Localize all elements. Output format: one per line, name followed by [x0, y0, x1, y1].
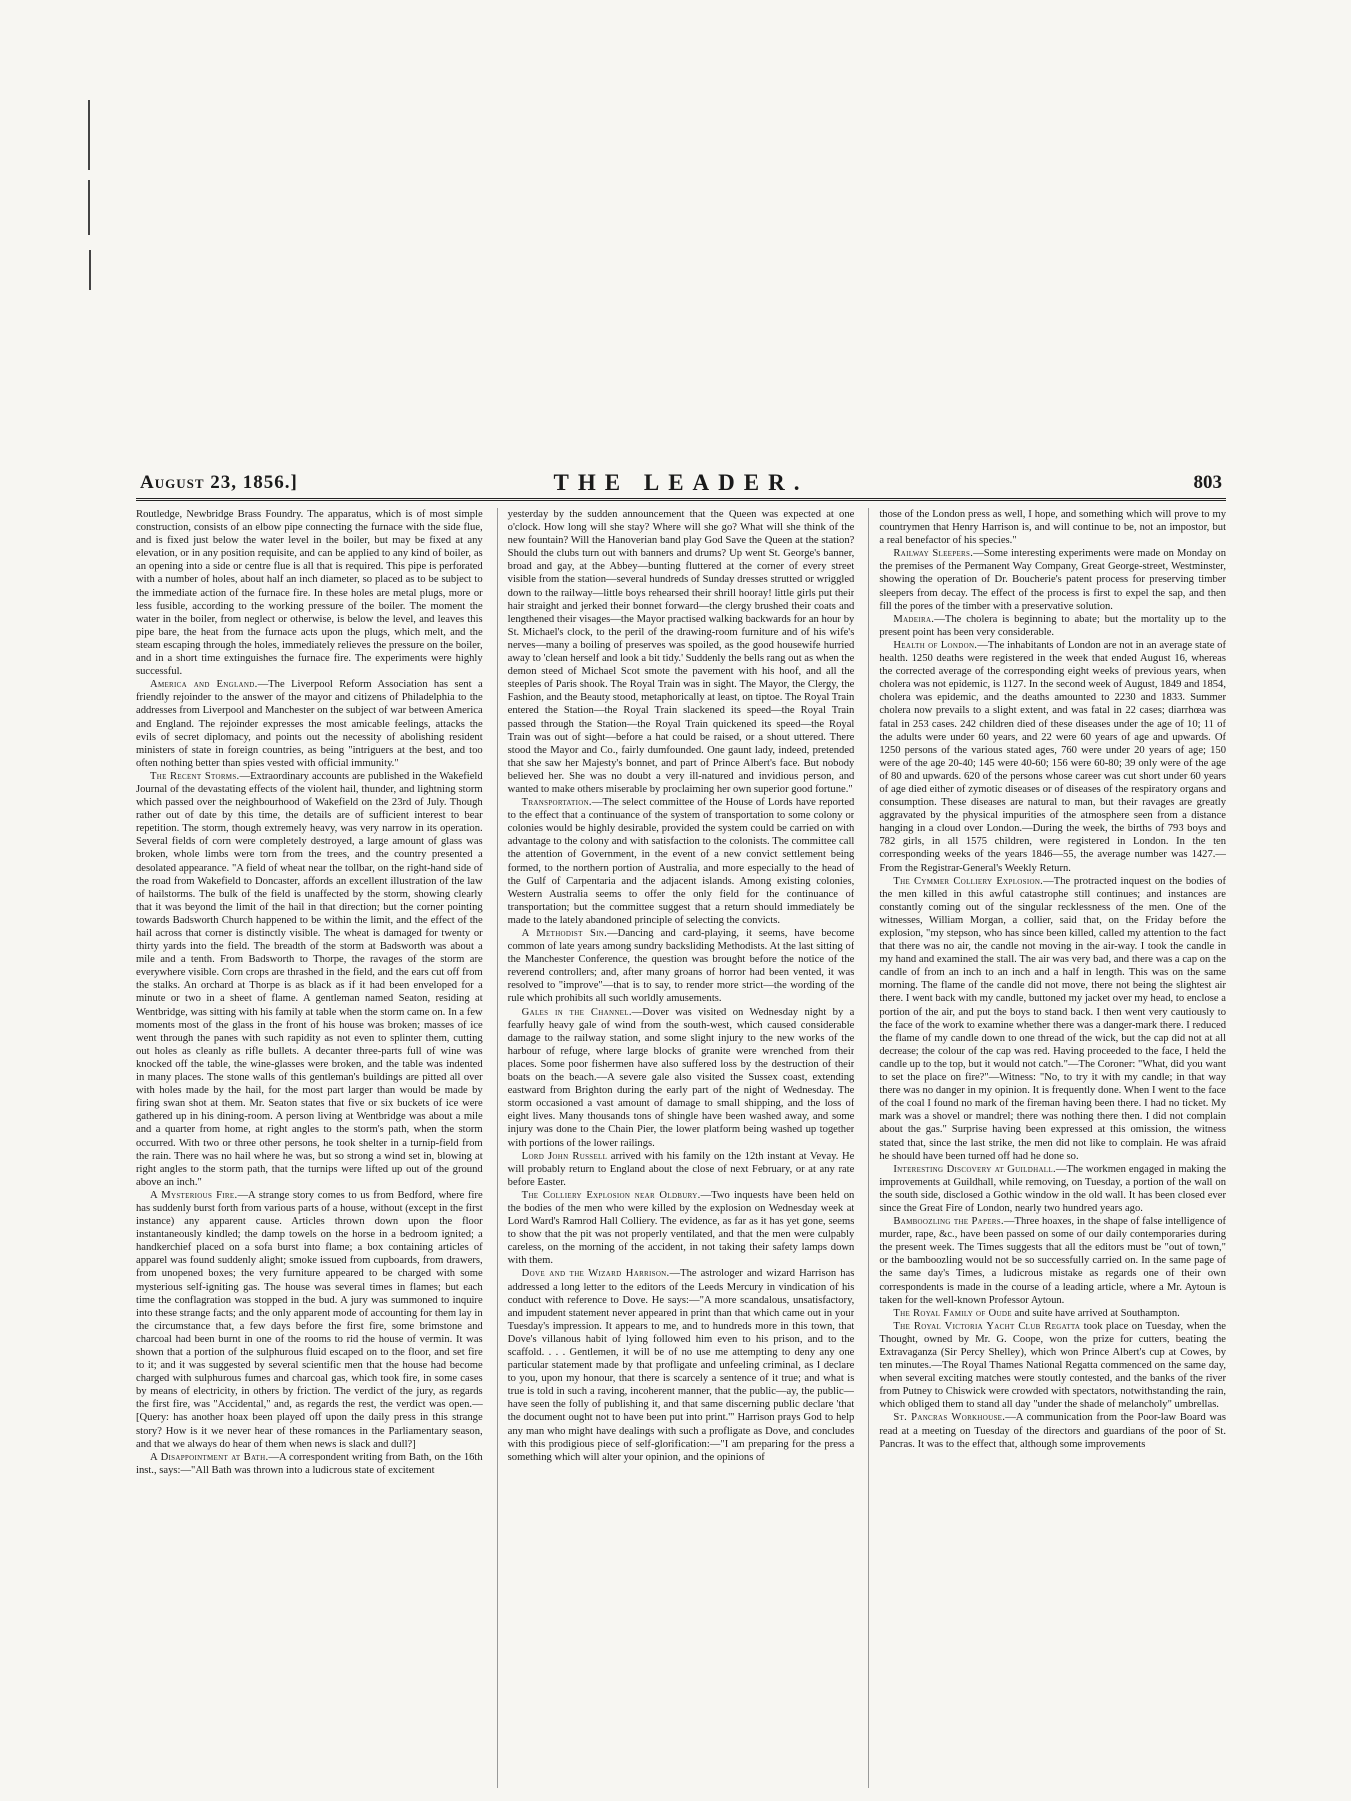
- article-text: —A correspondent writing from Bath, on the 16th inst., says:—"All Bath was thrown into a ludicrous state of excitement: [136, 1451, 483, 1476]
- article-heading: Gales in the Channel.: [521, 1006, 632, 1018]
- article-paragraph: [879, 639, 1226, 875]
- article-paragraph: [508, 1189, 855, 1268]
- article-text: —The astrologer and wizard Harrison has addressed a long letter to the editors of the Leeds Mercury in vindication of his conduct with reference to Dove. He says:—"A more scandalous, unsatisfactory, and impudent statement never appeared in print than that which came out in your Tuesday's impression. It appears to me, and to hundreds more in this town, that Dove's villanous habit of lying followed him even to his prison, and to the scaffold. . . . Gentlemen, it will be of no use me attempting to deny any one particular statement made by that profligate and unfeeling criminal, as I declare to you, upon my honour, that there is scarcely a sentence of it true; and what is true is told in such a raving, incoherent manner, that the public—ay, the public—have seen the folly of publishing it, and that same discerning public declare 'that the document ought not to have been put into print.'" Harrison prays God to help any man who might have dealings with such a profligate as Dove, and concludes with this prodigious piece of self-glorification:—"I am preparing for the press a something which will alter your opinion, and the opinions of: [507, 1268, 855, 1463]
- article-text: those of the London press as well, I hope, and something which will prove to my countrymen that Henry Harrison is, and will continue to be, not an impostor, but a real benefactor of his species.": [879, 509, 1227, 547]
- article-text: —Three hoaxes, in the shape of false intelligence of murder, rape, &c., have been passed on some of our daily contemporaries during the present week. The Times suggests that all the editors must be "out of town," or the bamboozling would not be so successfully carried on. In the same page of the same day's Times, a ludicrous mistake as regards one of their own correspondents is made in the course of a leading article, where a Mr. Aytoun is taken for the well-known Professor Aytoun.: [879, 1216, 1227, 1306]
- column-1: [136, 508, 483, 1788]
- article-text: —The cholera is beginning to abate; but the mortality up to the present point has been very considerable.: [879, 613, 1227, 638]
- article-heading: Lord John Russell: [521, 1150, 608, 1162]
- masthead: [136, 470, 1226, 501]
- article-paragraph: [508, 1150, 855, 1189]
- article-paragraph: [508, 796, 855, 927]
- article-text: —Dancing and card-playing, it seems, have become common of late years among sundry backsliding Methodists. At the last sitting of the Manchester Conference, the question was brought before the notice of the reverend controllers; and, after many groans of horror had been vented, it was resolved to "improve"—that is to say, to render more strict—the wording of the rule which prohibits all such worldly amusements.: [507, 928, 855, 1005]
- article-text: —The inhabitants of London are not in an average state of health. 1250 deaths were registered in the week that ended August 16, whereas the corrected average of the corresponding eight weeks of previous years, when cholera was not epidemic, is 1127. In the second week of August, 1849 and 1854, cholera was epidemic, and the deaths amounted to 2230 and 1833. Summer cholera now prevails to a slight extent, and was fatal in 22 cases; diarrhœa was fatal in 253 cases. 242 children died of these diseases under the age of 10; 11 of the adults were under 60 years, and 22 were 60 years of age and upwards. Of 1250 persons of the various stated ages, 760 were under 20 years of age; 150 were of the age 20-40; 145 were 40-60; 156 were 60-80; 39 only were of the age of 80 and upwards. 620 of the persons whose career was cut short under 60 years of age died either of zymotic diseases or of diseases of the respiratory organs and consumption. These diseases are natural to man, but their ravages are greatly aggravated by the physical impurities of the atmosphere seen from a distance hanging in a cloud over London.—During the week, the births of 793 boys and 782 girls, in all 1575 children, were registered in London. In the ten corresponding weeks of the years 1846—55, the average number was 1427.—From the Registrar-General's Weekly Return.: [879, 639, 1227, 874]
- article-paragraph: [879, 508, 1226, 547]
- article-paragraph: [136, 1451, 483, 1477]
- article-paragraph: [136, 770, 483, 1189]
- column-2: [497, 508, 855, 1788]
- article-paragraph: [136, 678, 483, 770]
- article-heading: St. Pancras Workhouse.: [893, 1412, 1006, 1424]
- article-text: —The Liverpool Reform Association has sent a friendly rejoinder to the answer of the mayor and citizens of Philadelphia to the addresses from Liverpool and Manchester on the subject of war between America and England. The rejoinder expresses the most amicable feelings, attacks the evils of secret diplomacy, and points out the necessity of abolishing resident ministers of state in foreign countries, as being "intriguers at the best, and too often nothing better than spies vested with official immunity.": [136, 679, 483, 769]
- article-paragraph: [879, 547, 1226, 612]
- article-text: —The workmen engaged in making the improvements at Guildhall, while removing, on Tuesday, a portion of the wall on the south side, disclosed a Gothic window in the old wall. It has been closed ever since the Great Fire of London, nearly two hundred years ago.: [879, 1163, 1227, 1214]
- article-columns: [136, 508, 1226, 1788]
- article-heading: The Royal Victoria Yacht Club Regatta: [893, 1320, 1081, 1332]
- article-paragraph: [879, 1215, 1226, 1307]
- article-text: —A communication from the Poor-law Board was read at a meeting on Tuesday of the directors and guardians of the poor of St. Pancras. It was to the effect that, although some improvements: [879, 1412, 1227, 1450]
- article-paragraph: [136, 1189, 483, 1451]
- issue-date: August 23, 1856.]: [140, 472, 298, 493]
- article-heading: The Colliery Explosion near Oldbury.: [521, 1189, 701, 1201]
- binding-marks: [88, 100, 102, 320]
- article-heading: A Methodist Sin.: [521, 928, 608, 939]
- article-paragraph: [136, 508, 483, 678]
- page-number: 803: [1193, 472, 1222, 493]
- article-heading: A Mysterious Fire.: [150, 1189, 238, 1201]
- article-heading: Madeira.: [893, 613, 935, 625]
- column-3: [868, 508, 1226, 1788]
- article-paragraph: [879, 1320, 1226, 1412]
- newspaper-page: [136, 0, 1226, 1801]
- article-paragraph: [508, 927, 855, 1006]
- article-text: —The protracted inquest on the bodies of the men killed in this awful catastrophe still continues; and instances are constantly coming out of the singular recklessness of the men. One of the witnesses, William Morgan, a collier, said that, on the Friday before the explosion, "my stepson, who has since been killed, called my attention to the fact that there was no air, the candle not moving in the air-way. I took the candle in my hand and examined the stall. The air was very bad, and there was a cap on the candle of from an inch to an inch and a half in length. This was on the same morning. The flame of the candle did not move, there not being the slightest air there. I went back with my candle, buttoned my jacket over my head, to enclose a portion of the air, and put the boys to stand back. I then went very cautiously to the face of the work to examine whether there was a danger-mark there. I reduced the flame of my candle down to one thread of the wick, but the cap did not at all decrease; the colour of the cap was red. Having proceeded to the face, I held the candle up to the top, but it would not catch."—The Coroner: "What, did you want to set the place on fire?"—Witness: "No, to try it with my candle; in that way there was no danger in my opinion. It is frequently done. When I went to the face of the coal I found no mark of the fireman having been there. I had no ticket. My mark was a shovel or mandrel; there was nothing there then. I did not complain about the gas." Surprise having been expressed at this omission, the witness stated that, since the last strike, the men did not like to complain. He was afraid he should have been turned off had he done so.: [879, 875, 1227, 1162]
- article-text: —Extraordinary accounts are published in the Wakefield Journal of the devastating effects of the violent hail, thunder, and lightning storm which passed over the neighbourhood of Wakefield on the 23rd of July. Though rather out of date by this time, the details are of sufficient interest to bear repetition. The storm, though extremely heavy, was very narrow in its operation. Several fields of corn were completely destroyed, a large amount of glass was broken, whole limbs were torn from the trees, and the country presented a desolated appearance. "A field of wheat near the tollbar, on the right-hand side of the road from Wakefield to Doncaster, affords an excellent illustration of the law of hailstorms. The bulk of the field is unaffected by the storm, showing clearly that it was beyond the limit of the hail in that direction; but the corner pointing towards Badsworth Church happened to be within the limit, and the effect of the hail across that corner is distinctly visible. The wheat is damaged for twenty or thirty yards into the field. The breadth of the storm at Badsworth was about a mile and a tenth. From Badsworth to Thorpe, the ravages of the storm are everywhere visible. Corn crops are thrashed in the field, and the ears cut off from the stalks. An orchard at Thorpe is as black as if it had been enveloped for a minute or two in a sheet of flame. A gentleman named Seaton, residing at Wentbridge, was sitting with his family at table when the storm came on. In a few moments most of the glass in the front of his house was broken; masses of ice went through the panes with such rapidity as not even to splinter them, cutting out holes as cleanly as rifle bullets. A decanter three-parts full of wine was knocked off the table, the wine-glasses were broken, and the table was indented in many places. The stone walls of this gentleman's buildings are pitted all over with holes made by the hail, for the most part larger than would be made by firing swan shot at them. Mr. Seaton states that five or six buckets of ice were gathered up in his dining-room. A person living at Wentbridge was about a mile and a quarter from home, at right angles to the storm's path, when the storm occurred. With two or three other persons, he took shelter in a turnip-field from the rain. There was no hail where he was, but so strong a wind set in, blowing at right angles to the storm path, that the turnips were lifted up out of the ground above an inch.": [136, 770, 483, 1188]
- article-paragraph: [508, 508, 855, 796]
- article-text: —Some interesting experiments were made on Monday on the premises of the Permanent Way Company, Great George-street, Westminster, showing the operation of Dr. Boucherie's patent process for preserving timber sleepers from decay. The effect of the process is first to expel the sap, and then fill the pores of the timber with a preservative solution.: [879, 548, 1227, 612]
- article-paragraph: [879, 1307, 1226, 1320]
- article-text: yesterday by the sudden announcement that the Queen was expected at one o'clock. How long will she stay? Where will she go? What will she think of the new fountain? Will the Hanoverian band play God Save the Queen at the station? Should the clubs turn out with banners and drums? Up went St. George's banner, broad and gay, at the Abbey—bunting fluttered at the corner of every street visible from the station—several hundreds of Sunday dresses strutted or wriggled down to the railway—little boys rehearsed their shrill hooray! little girls put their hair straight and jerked their bonnet forward—the clergy brushed their coats and lengthened their visages—the Mayor practised walking backwards for an hour by St. Michael's clock, to the peril of the drawing-room furniture and of his wife's nerves—many a boiling of preserves was spoiled, as the good housewife hurried away to 'clean herself and look a bit tidy.' Suddenly the bells rang out as when the demon steed of Michael Scot smote the pavement with his hoof, and all the steeples of Paris shook. The Royal Train was in sight. The Mayor, the Clergy, the Fashion, and the Beauty stood, metaphorically at least, on tiptoe. The Royal Train entered the Station—the Royal Train slackened its speed—the Royal Train passed through the Station—the Royal Train quickened its speed—the Royal Train was out of sight—before a hat could be raised, or a shout uttered. There stood the Mayor and Co., fairly dumfounded. One gaunt lady, indeed, pretended that she saw her Majesty's bonnet, and part of Prince Albert's face. But nobody believed her. She was no doubt a very ill-natured and invidious person, and wanted to make others miserable by proclaiming her own superior good fortune.": [507, 509, 855, 795]
- article-text: —Dover was visited on Wednesday night by a fearfully heavy gale of wind from the south-west, which caused considerable damage to the railway station, and some slight injury to the new works of the harbour of refuge, where large blocks of granite were wrenched from their places. Some poor fishermen have also suffered loss by the destruction of their boats on the beach.—A severe gale also visited the Sussex coast, extending eastward from Brighton during the early part of the night of Wednesday. The storm occasioned a vast amount of damage to small shipping, and the loss of eight lives. Many thousands tons of shingle have been washed away, and some injury was done to the Chain Pier, the lower platform being washed up together with portions of the lower railings.: [507, 1006, 855, 1149]
- article-paragraph: [879, 875, 1226, 1163]
- article-heading: Railway Sleepers.: [893, 548, 974, 560]
- article-text: arrived with his family on the 12th instant at Vevay. He will probably return to England about the close of next February, or at any rate before Easter.: [507, 1150, 855, 1188]
- article-heading: The Royal Family of Oude: [893, 1307, 1012, 1319]
- article-text: —Two inquests have been held on the bodies of the men who were killed by the explosion on Wednesday week at Lord Ward's Ramrod Hall Colliery. The evidence, as far as it has yet gone, seems to show that the pit was not properly ventilated, and that the men were culpably careless, on the morning of the accident, in not taking their safety lamps down with them.: [507, 1189, 855, 1267]
- article-heading: Interesting Discovery at Guildhall.: [893, 1163, 1056, 1175]
- article-heading: A Disappointment at Bath.: [150, 1451, 269, 1463]
- article-paragraph: [508, 1006, 855, 1150]
- article-heading: Dove and the Wizard Harrison.: [521, 1268, 670, 1280]
- article-heading: Health of London.: [893, 639, 978, 651]
- newspaper-title: THE LEADER.: [553, 470, 809, 495]
- article-heading: Bamboozling the Papers.: [893, 1216, 1004, 1228]
- article-paragraph: [508, 1267, 855, 1463]
- article-heading: Transportation.: [521, 797, 592, 809]
- article-text: Routledge, Newbridge Brass Foundry. The apparatus, which is of most simple construction, consists of an elbow pipe connecting the furnace with the side flue, and is fixed just below the water level in the boiler, but may be fixed at any elevation, or in any position requisite, and can be applied to any kind of boiler, as an opening into a side or centre flue is all that is required. This pipe is perforated with a number of holes, about half an inch diameter, so placed as to be subject to the immediate action of the furnace fire. In these holes are metal plugs, more or less fusible, according to the working pressure of the boiler. The moment the water in the boiler, from neglect or otherwise, is below the level, and leaves this pipe bare, the heat from the furnace acts upon the plugs, which melt, and the steam escaping through the holes, immediately relieves the pressure on the boiler, and in a short time extinguishes the furnace fire. The experiments were highly successful.: [136, 509, 483, 678]
- article-text: —The select committee of the House of Lords have reported to the effect that a continuance of the system of transportation to some colony or colonies would be highly desirable, provided the system could be carried on with advantage to the colony and with satisfaction to the colonists. The committee call the attention of Government, in the event of a new convict settlement being formed, to the northern portion of Australia, and more especially to the head of the Gulf of Carpentaria and the adjacent islands. Among existing colonies, Western Australia seems to offer the only field for the continuance of transportation; but the committee suggest that a return should immediately be made to the lately abandoned principle of selecting the convicts.: [507, 797, 855, 926]
- article-paragraph: [879, 1411, 1226, 1450]
- article-text: took place on Tuesday, when the Thought, owned by Mr. G. Coope, won the prize for cutters, beating the Extravaganza (Sir Percy Shelley), which won Prince Albert's cup at Cowes, by ten minutes.—The Royal Thames National Regatta commenced on the same day, when several exciting matches were stoutly contested, and the banks of the river from Putney to Chiswick were crowded with spectators, notwithstanding the rain, which obliged them to stand all day "under the shade of melancholy" umbrellas.: [879, 1320, 1227, 1411]
- article-text: and suite have arrived at Southampton.: [1011, 1307, 1180, 1319]
- article-heading: America and England.: [150, 679, 258, 691]
- article-heading: The Recent Storms.: [150, 770, 240, 782]
- article-heading: The Cymmer Colliery Explosion.: [893, 875, 1044, 887]
- article-paragraph: [879, 613, 1226, 639]
- article-text: —A strange story comes to us from Bedford, where fire has suddenly burst forth from various parts of a house, without (except in the first instance) any apparent cause. Articles thrown down upon the floor instantaneously kindled; the damp towels on the horse in a bedroom ignited; a handkerchief placed on a sofa burst into flame; a box containing articles of apparel was found suddenly alight; smoke issued from cupboards, from drawers, from unopened boxes; the very furniture appeared to be charged with some mysterious self-igniting gas. The house was several times in flames; but each time the conflagration was stopped in the bud. A jury was summoned to inquire into these strange facts; and the only apparent mode of accounting for them lay in the circumstance that, a few days before the first fire, some brimstone and charcoal had been burnt in one of the rooms to rid the house of vermin. It was shown that a portion of the sulphurous fluid escaped on to the floor, and set fire to it; and it was suggested by several scientific men that the house had become charged with sulphurous fumes and charcoal gas, which took fire, in some cases by means of electricity, in others by friction. The verdict of the jury, as regards the first fire, was "Accidental," and, as regards the rest, the verdict was open.—[Query: has another hoax been played off upon the daily press in this strange story? How is it we never hear of these romances in the Parliamentary season, and that we always do hear of them when news is slack and dull?]: [136, 1189, 483, 1450]
- article-paragraph: [879, 1163, 1226, 1215]
